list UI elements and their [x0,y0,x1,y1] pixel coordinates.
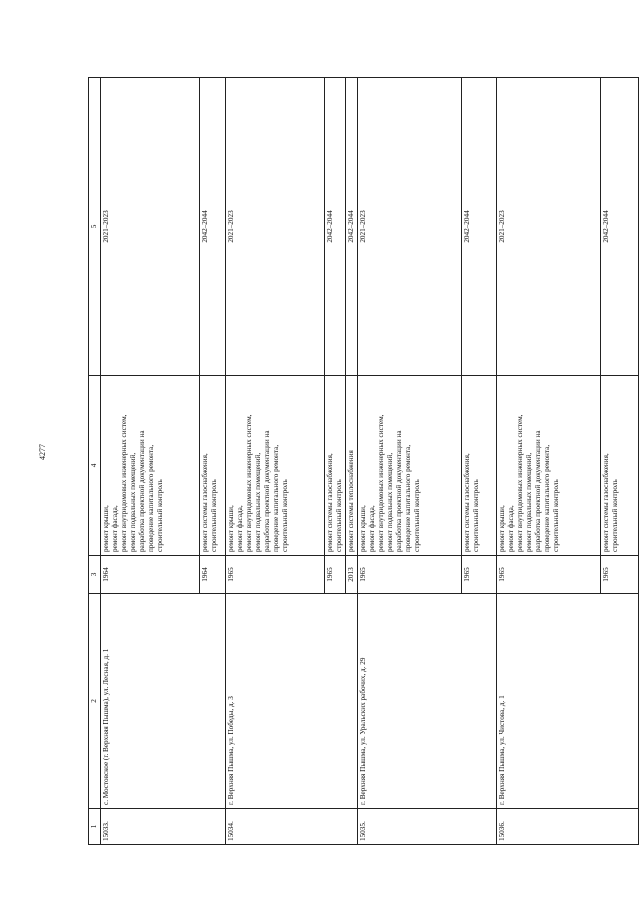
work-item: ремонт крыши, [498,505,506,552]
work-item: ремонт системы теплоснабжения [347,450,355,552]
work-item: ремонт внутридомовых инженерных систем, [245,414,253,552]
table-row [358,78,462,845]
work-item: строительный контроль [156,479,164,552]
planned-period: 2042–2044 [601,78,639,376]
works-list [101,376,200,556]
planned-period: 2021–2023 [497,78,601,376]
commission-year: 1965 [462,556,497,594]
work-item: разработка проектной документации на [263,430,271,552]
repair-schedule-table [88,77,639,845]
commission-year: 2013 [346,556,358,594]
header-cell-3: 3 [89,556,101,594]
commission-year: 1965 [226,556,325,594]
header-cell-4: 4 [89,376,101,556]
planned-period: 2042–2044 [462,78,497,376]
work-item: ремонт фасада, [368,505,376,552]
planned-period: 2021–2023 [101,78,200,376]
works-list [601,376,639,556]
record-number: 15035. [358,809,497,845]
header-cell-1: 1 [89,809,101,845]
table-row [497,78,601,845]
works-list [200,376,226,556]
work-item: ремонт внутридомовых инженерных систем, [377,414,385,552]
work-item: строительный контроль [552,479,560,552]
work-item: строительный контроль [335,479,343,552]
work-item: строительный контроль [210,479,218,552]
work-item: ремонт системы газоснабжения, [602,453,610,552]
record-address: г. Верхняя Пышма, ул. Чистова, д. 1 [497,594,639,809]
record-number: 15034. [226,809,358,845]
work-item: ремонт крыши, [359,505,367,552]
work-item: проведение капитального ремонта, [543,444,551,552]
work-item: проведение капитального ремонта, [272,444,280,552]
work-item: ремонт крыши, [227,505,235,552]
work-item: разработка проектной документации на [138,430,146,552]
record-number: 15033. [101,809,226,845]
work-item: строительный контроль [413,479,421,552]
work-item: ремонт фасада, [236,505,244,552]
header-cell-5: 5 [89,78,101,376]
planned-period: 2021–2023 [226,78,325,376]
work-item: строительный контроль [281,479,289,552]
commission-year: 1964 [101,556,200,594]
work-item: ремонт внутридомовых инженерных систем, [120,414,128,552]
record-address: с. Мостовское (г. Верхняя Пышма), ул. Лесная, д. 1 [101,594,226,809]
work-item: проведение капитального ремонта, [147,444,155,552]
planned-period: 2042–2044 [200,78,226,376]
works-list [497,376,601,556]
work-item: ремонт фасада, [507,505,515,552]
work-item: ремонт системы газоснабжения, [201,453,209,552]
record-address: г. Верхняя Пышма, ул. Уральских рабочих, д. 29 [358,594,497,809]
work-item: ремонт фасада, [111,505,119,552]
works-list [226,376,325,556]
works-list [346,376,358,556]
works-list [358,376,462,556]
table-row [101,78,200,845]
rotated-table-area [88,78,619,845]
work-item: разработка проектной документации на [395,430,403,552]
record-address: г. Верхняя Пышма, ул. Победы, д. 3 [226,594,358,809]
work-item: ремонт системы газоснабжения, [463,453,471,552]
planned-period: 2042–2044 [325,78,346,376]
work-item: ремонт подвальных помещений, [525,452,533,552]
work-item: ремонт системы газоснабжения, [326,453,334,552]
works-list [462,376,497,556]
header-row [89,78,101,845]
work-item: проведение капитального ремонта, [404,444,412,552]
commission-year: 1965 [601,556,639,594]
work-item: строительный контроль [472,479,480,552]
commission-year: 1965 [325,556,346,594]
table-row [226,78,325,845]
commission-year: 1965 [497,556,601,594]
work-item: ремонт крыши, [102,505,110,552]
page-number: 4277 [38,444,47,460]
work-item: разработка проектной документации на [534,430,542,552]
commission-year: 1964 [200,556,226,594]
work-item: ремонт подвальных помещений, [386,452,394,552]
header-cell-2: 2 [89,594,101,809]
works-list [325,376,346,556]
record-number: 15036. [497,809,639,845]
commission-year: 1965 [358,556,462,594]
planned-period: 2042–2044 [346,78,358,376]
rotated-table-container [88,78,619,845]
work-item: ремонт внутридомовых инженерных систем, [516,414,524,552]
work-item: строительный контроль [611,479,619,552]
planned-period: 2021–2023 [358,78,462,376]
work-item: ремонт подвальных помещений, [254,452,262,552]
work-item: ремонт подвальных помещений, [129,452,137,552]
